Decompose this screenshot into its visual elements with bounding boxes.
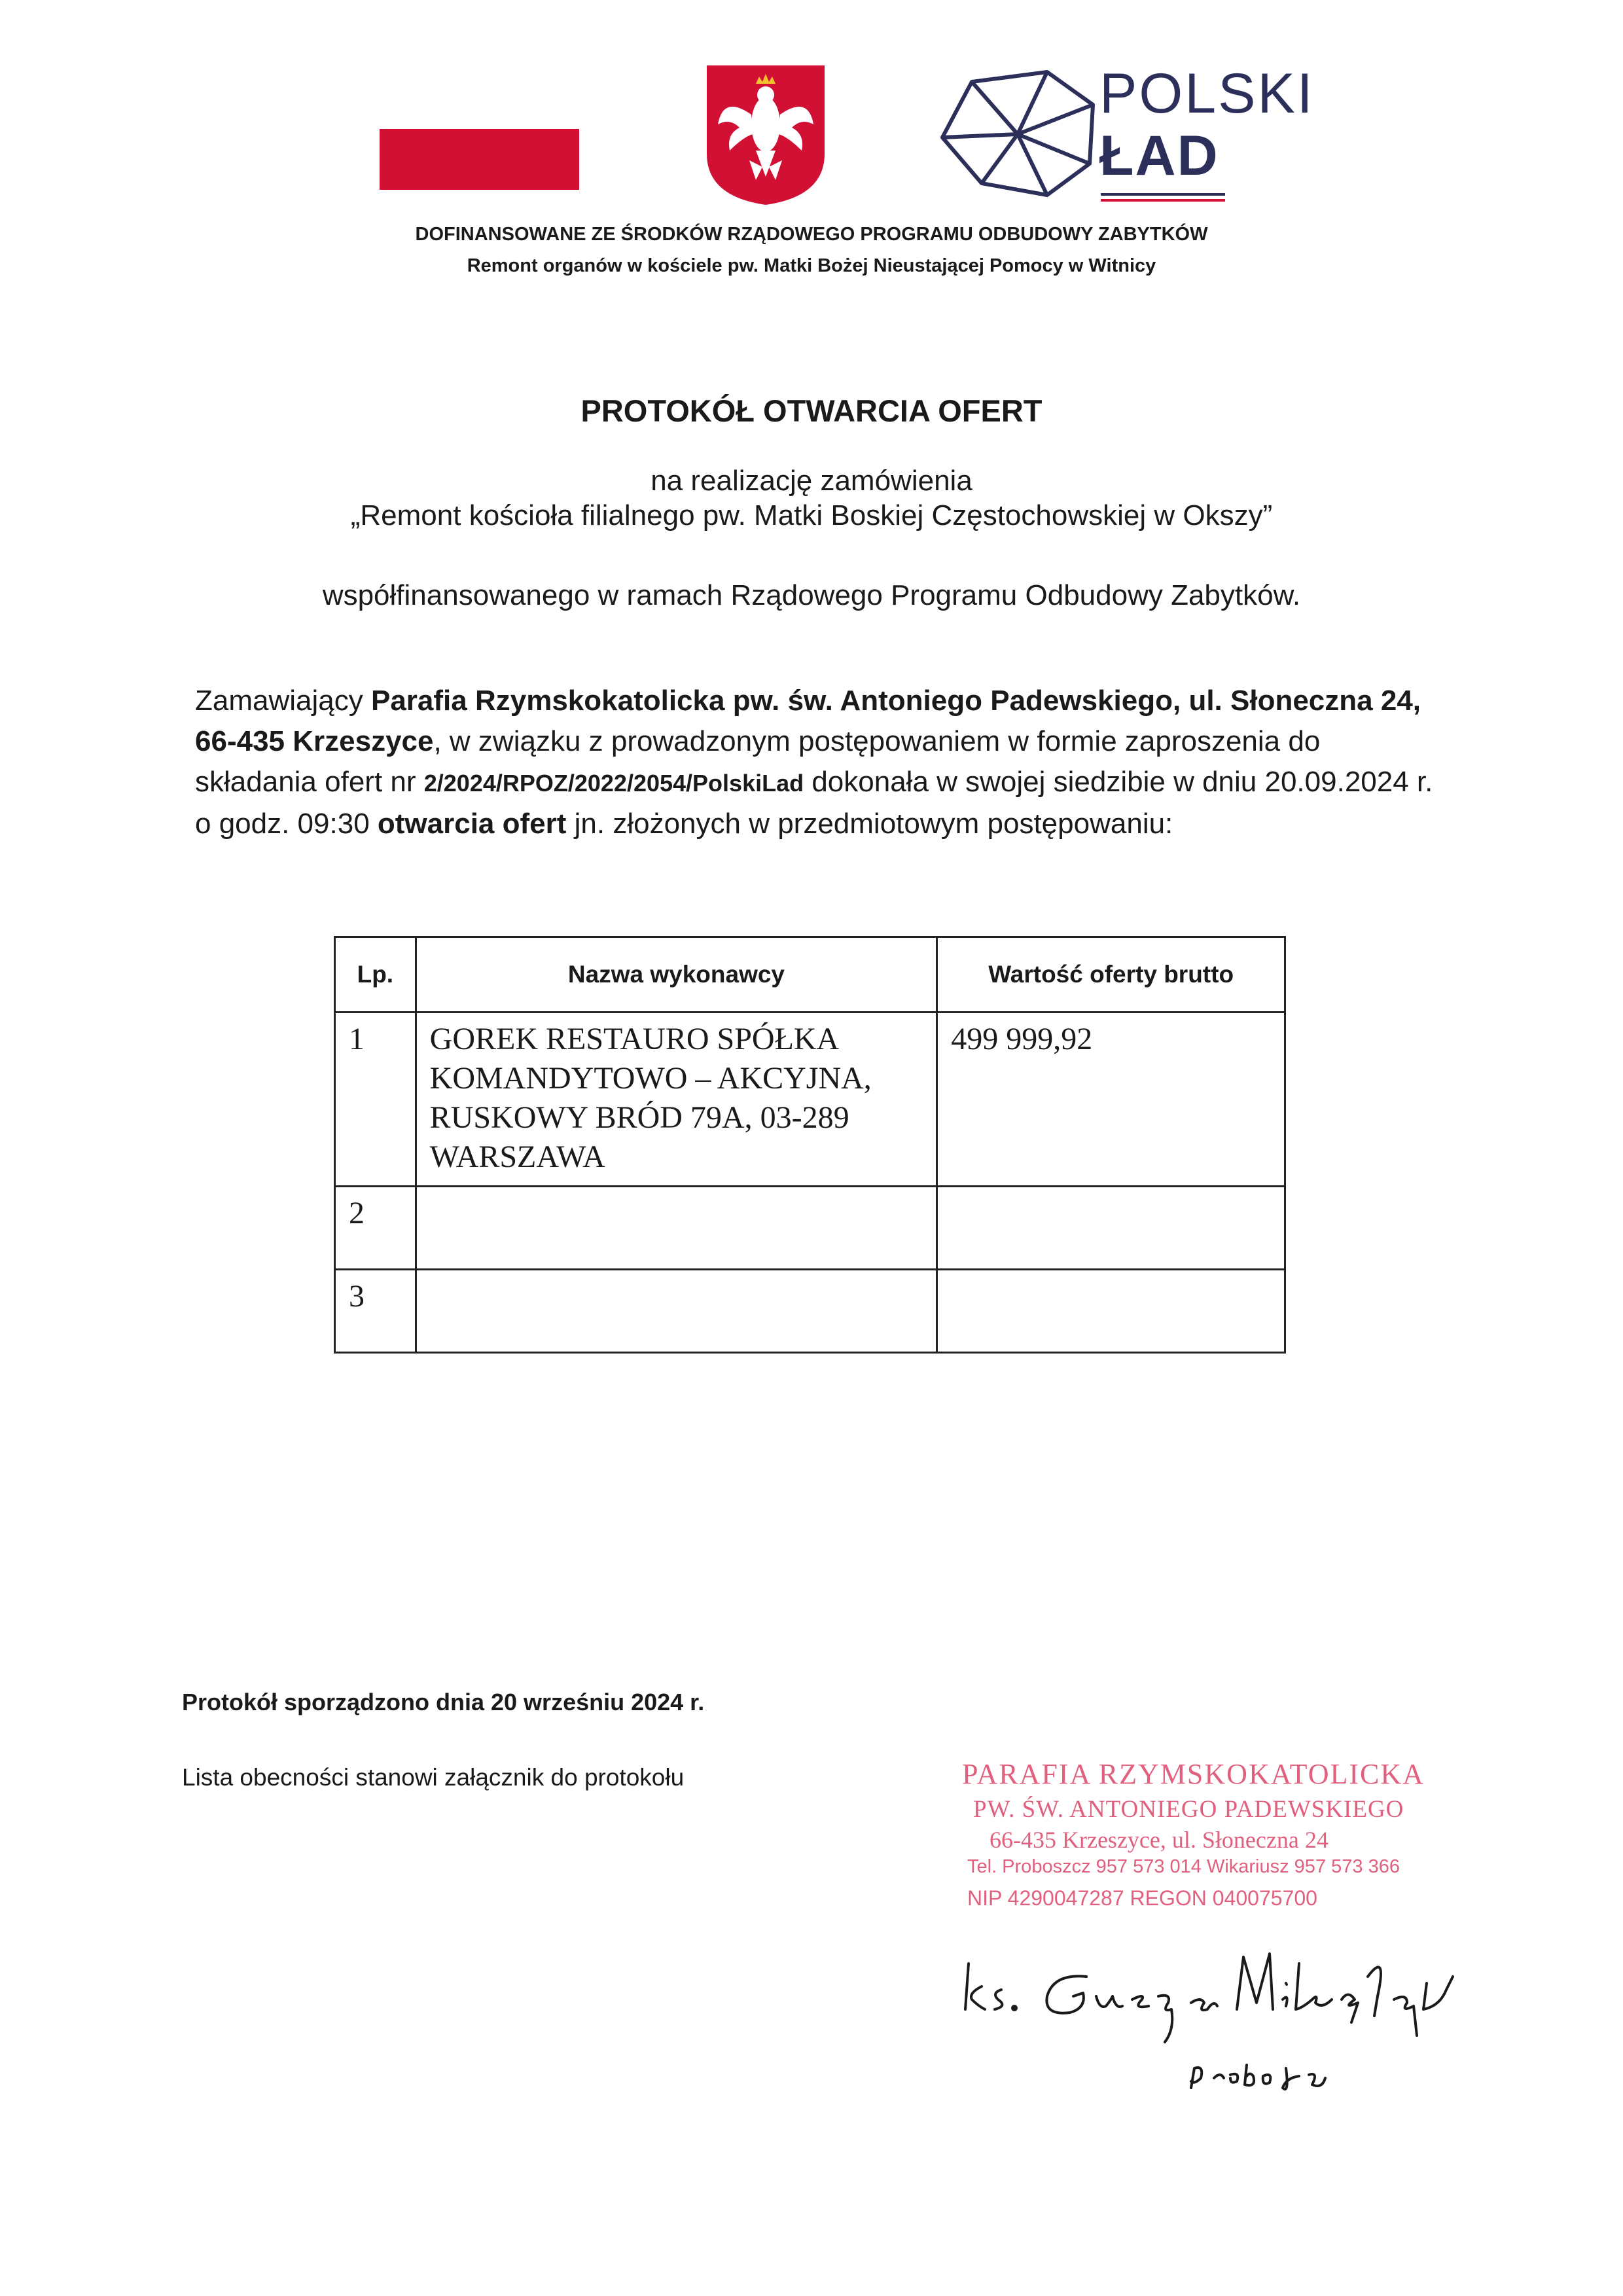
table-row bbox=[335, 1013, 1285, 1187]
attendance-note: Lista obecności stanowi załącznik do protokołu bbox=[182, 1764, 685, 1791]
header-offer-value: Wartość oferty brutto bbox=[937, 937, 1285, 1013]
intro-line-2: „Remont kościoła filialnego pw. Matki Boskiej Częstochowskiej w Okszy” bbox=[350, 499, 1273, 531]
action-text: otwarcia ofert bbox=[377, 808, 567, 840]
header-contractor: Nazwa wykonawcy bbox=[416, 937, 937, 1013]
logo-word-polski: POLSKI bbox=[1099, 62, 1315, 125]
reference-number: 2/2024/RPOZ/2022/2054/PolskiLad bbox=[423, 770, 804, 797]
cell-value bbox=[937, 1270, 1285, 1353]
cell-lp: 1 bbox=[335, 1013, 416, 1187]
cell-value bbox=[937, 1187, 1285, 1270]
body-text-2: , w związku z prowadzonym postępowaniem w formie zaproszenia do składania ofert nr bbox=[195, 725, 1321, 798]
intro-line-3: współfinansowanego w ramach Rządowego Programu Odbudowy Zabytków. bbox=[322, 579, 1301, 611]
header-lp: Lp. bbox=[335, 937, 416, 1013]
stamp-line-1: PARAFIA RZYMSKOKATOLICKA bbox=[962, 1758, 1425, 1790]
table-row bbox=[335, 1187, 1285, 1270]
cell-lp: 3 bbox=[335, 1270, 416, 1353]
document-title: PROTOKÓŁ OTWARCIA OFERT bbox=[580, 393, 1043, 428]
table-row bbox=[335, 1270, 1285, 1353]
stamp-line-4: Tel. Proboszcz 957 573 014 Wikariusz 957 573 366 bbox=[967, 1856, 1400, 1877]
body-text-4: jn. złożonych w przedmiotowym postępowaniu: bbox=[566, 808, 1173, 840]
funding-subtitle: Remont organów w kościele pw. Matki Bożej Nieustającej Pomocy w Witnicy bbox=[467, 255, 1156, 276]
cell-lp: 2 bbox=[335, 1187, 416, 1270]
stamp-line-5: NIP 4290047287 REGON 040075700 bbox=[967, 1886, 1317, 1910]
orderer-name: Parafia Rzymskokatolicka pw. św. Antoniego Padewskiego, ul. Słoneczna 24, 66-435 Krzeszyce bbox=[195, 685, 1421, 757]
cell-contractor: GOREK RESTAURO SPÓŁKA KOMANDYTOWO – AKCYJNA, RUSKOWY BRÓD 79A, 03-289 WARSZAWA bbox=[416, 1013, 937, 1187]
cell-contractor bbox=[416, 1270, 937, 1353]
flag-red-bar bbox=[380, 129, 579, 190]
intro-line-1: na realizację zamówienia bbox=[651, 465, 972, 497]
logo-rule-red bbox=[1101, 199, 1225, 202]
logo-rule-navy bbox=[1101, 193, 1225, 196]
offers-table bbox=[334, 936, 1286, 1354]
body-text-3: dokonała w swojej siedzibie w dniu 20.09.2024 r. o godz. 09:30 bbox=[195, 766, 1433, 840]
protocol-date-line: Protokół sporządzono dnia 20 wrześniu 2024 r. bbox=[182, 1689, 705, 1715]
body-paragraph bbox=[195, 681, 1438, 844]
polish-eagle-emblem-icon bbox=[704, 62, 828, 207]
body-text-1: Zamawiający bbox=[195, 685, 371, 717]
cell-value: 499 999,92 bbox=[937, 1013, 1285, 1187]
table-header-row bbox=[335, 937, 1285, 1013]
stamp-line-3: 66-435 Krzeszyce, ul. Słoneczna 24 bbox=[990, 1827, 1329, 1853]
logo-word-lad: ŁAD bbox=[1099, 124, 1219, 187]
cell-contractor bbox=[416, 1187, 937, 1270]
handwritten-signature bbox=[955, 1937, 1518, 2134]
funding-title: DOFINANSOWANE ZE ŚRODKÓW RZĄDOWEGO PROGRAMU ODBUDOWY ZABYTKÓW bbox=[415, 224, 1208, 245]
stamp-line-2: PW. ŚW. ANTONIEGO PADEWSKIEGO bbox=[973, 1796, 1404, 1823]
